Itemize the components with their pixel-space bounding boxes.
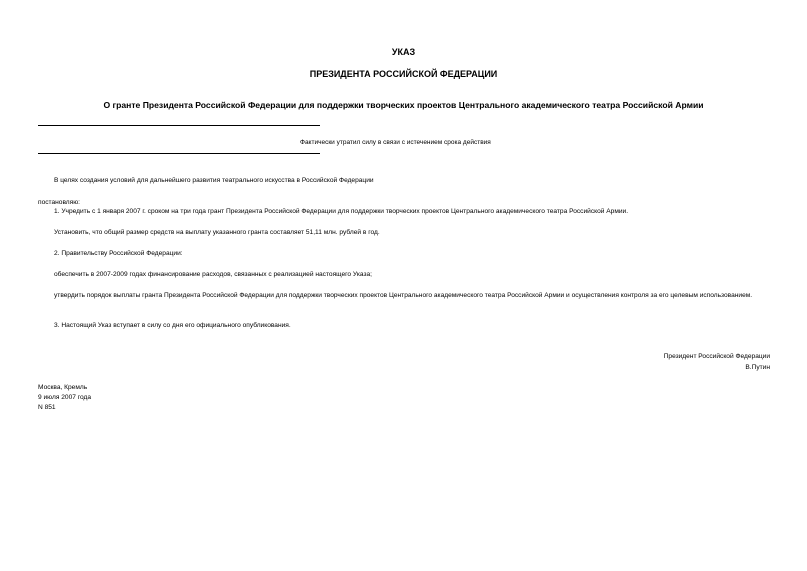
signature-position: Президент Российской Федерации — [663, 353, 770, 360]
divider-bottom — [38, 153, 320, 154]
paragraph-2-funding: обеспечить в 2007-2009 годах финансирование расходов, связанных с реализацией настоящего Указа; — [54, 271, 372, 278]
signing-place: Москва, Кремль — [38, 384, 88, 391]
paragraph-1-amount: Установить, что общий размер средств на выплату указанного гранта составляет 51,11 млн. рублей в год. — [54, 229, 380, 236]
paragraph-1: 1. Учредить с 1 января 2007 г. сроком на три года грант Президента Российской Федерации для поддержки творческих проектов Центрального академического театра Российской Армии. — [54, 208, 629, 215]
divider-top — [38, 125, 320, 126]
paragraph-2: 2. Правительству Российской Федерации: — [54, 250, 183, 257]
signature-name: В.Путин — [745, 364, 770, 371]
status-note: Фактически утратил силу в связи с истечением срока действия — [300, 139, 491, 146]
signing-date: 9 июля 2007 года — [38, 394, 92, 401]
document-issuer: ПРЕЗИДЕНТА РОССИЙСКОЙ ФЕДЕРАЦИИ — [309, 69, 498, 79]
document-heading: О гранте Президента Российской Федерации для поддержки творческих проектов Центрального академического театра Российской Армии — [103, 100, 704, 110]
paragraph-3: 3. Настоящий Указ вступает в силу со дня его официального опубликования. — [54, 322, 291, 329]
document-title: УКАЗ — [391, 47, 416, 57]
decree-word: постановляю: — [38, 199, 81, 206]
paragraph-2-procedure: утвердить порядок выплаты гранта Президента Российской Федерации для поддержки творческих проектов Центрального академического театра Российской Армии и осуществления контроля за его целевым использованием. — [54, 292, 753, 299]
preamble: В целях создания условий для дальнейшего развития театрального искусства в Российской Федерации — [54, 177, 374, 184]
document-number: N 851 — [38, 404, 56, 411]
